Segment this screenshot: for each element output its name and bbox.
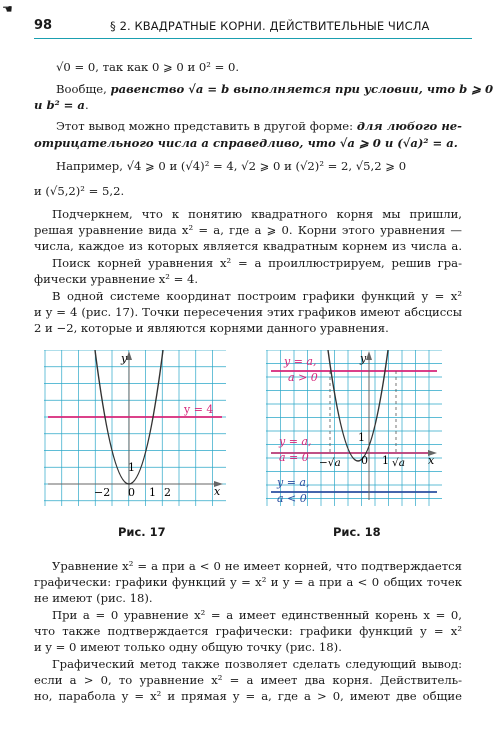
text-line: графически: графики функций y = x² и y = a при a < 0 общих точек [34, 575, 462, 589]
figure-17-caption: Рис. 17 [118, 525, 166, 539]
figure-18-tick-x1: 1 [382, 454, 389, 467]
text-line: не имеют (рис. 18). [34, 591, 153, 605]
figure-18-y-arrow-icon [366, 351, 372, 360]
figure-18-label-mid-1: y = a, [279, 435, 312, 448]
hand-cursor-icon: ☚ [2, 2, 13, 16]
figure-18-y-label: y [360, 352, 367, 365]
text-line: но, парабола y = x² и прямая y = a, где a > 0, имеют две общие [34, 689, 462, 703]
figure-18-label-bot-1: y = a, [277, 476, 310, 489]
figure-18-label-top-2: a > 0 [288, 371, 318, 384]
figure-17-grid [44, 350, 226, 506]
figure-18-label-mid-2: a = 0 [279, 451, 309, 464]
text-line: Этот вывод можно представить в другой форме: для любого не- [56, 119, 462, 133]
text-line: Поиск корней уравнения x² = a проиллюстрируем, решив гра- [52, 256, 462, 270]
figure-18-label-top-1: y = a, [284, 355, 317, 368]
figure-17-x-label: x [214, 485, 221, 498]
text-line: Подчеркнем, что к понятию квадратного корня мы пришли, [52, 207, 462, 221]
text-line: числа, каждое из которых является квадратным корнем из числа a. [34, 239, 462, 253]
section-title: § 2. КВАДРАТНЫЕ КОРНИ. ДЕЙСТВИТЕЛЬНЫЕ ЧИСЛА [110, 19, 430, 33]
figure-17-tick-y1: 1 [128, 461, 135, 474]
figure-17-tick-x1: 1 [149, 486, 156, 499]
figure-18-caption: Рис. 18 [333, 525, 381, 539]
figure-18-tick-y1: 1 [358, 431, 365, 444]
figure-17-line-label: y = 4 [184, 403, 214, 416]
text-line: 2 и −2, которые и являются корнями данного уравнения. [34, 321, 389, 335]
text-line: Вообще, равенство √a = b выполняется при условии, что b ⩾ 0 [56, 82, 494, 96]
figure-18-x-label: x [428, 454, 435, 467]
text-line: что также подтверждается графически: графики функций y = x² [34, 624, 462, 638]
figure-17-tick-x2: 2 [164, 486, 171, 499]
text-line: и y = 4 (рис. 17). Точки пересечения этих графиков имеют абсциссы [34, 305, 462, 319]
text-line: Например, √4 ⩾ 0 и (√4)² = 4, √2 ⩾ 0 и (√2)² = 2, √5,2 ⩾ 0 [56, 159, 407, 173]
page-number: 98 [34, 18, 53, 33]
text-line: фически уравнение x² = 4. [34, 272, 199, 286]
text-line: и b² = a. [34, 98, 89, 112]
page-header [34, 18, 472, 39]
figure-17-origin: 0 [128, 486, 135, 499]
text-line: Графический метод также позволяет сделать следующий вывод: [52, 657, 462, 671]
figure-18 [266, 350, 442, 506]
figure-18-origin: 0 [361, 454, 368, 467]
figure-17 [44, 350, 226, 506]
text-line: Уравнение x² = a при a < 0 не имеет корней, что подтверждается [52, 559, 462, 573]
figure-17-y-label: y [121, 352, 128, 365]
text-line: решая уравнение вида x² = a, где a ⩾ 0. Корни этого уравнения — [34, 223, 462, 237]
text-line: и y = 0 имеют только одну общую точку (рис. 18). [34, 640, 342, 654]
text-line: В одной системе координат построим графики функций y = x² [52, 289, 462, 303]
text-line: и (√5,2)² = 5,2. [34, 184, 125, 198]
figure-18-neg-root: −√a [319, 457, 341, 469]
figure-18-pos-root: √a [392, 457, 405, 469]
figure-17-tick-neg2: −2 [94, 486, 111, 499]
text-line: отрицательного числа a справедливо, что √a ⩾ 0 и (√a)² = a. [34, 136, 458, 150]
text-line: √0 = 0, так как 0 ⩾ 0 и 0² = 0. [56, 60, 240, 74]
figure-18-label-bot-2: a < 0 [277, 492, 307, 505]
text-line: При a = 0 уравнение x² = a имеет единственный корень x = 0, [52, 608, 462, 622]
text-line: если a > 0, то уравнение x² = a имеет два корня. Действитель- [34, 673, 462, 687]
